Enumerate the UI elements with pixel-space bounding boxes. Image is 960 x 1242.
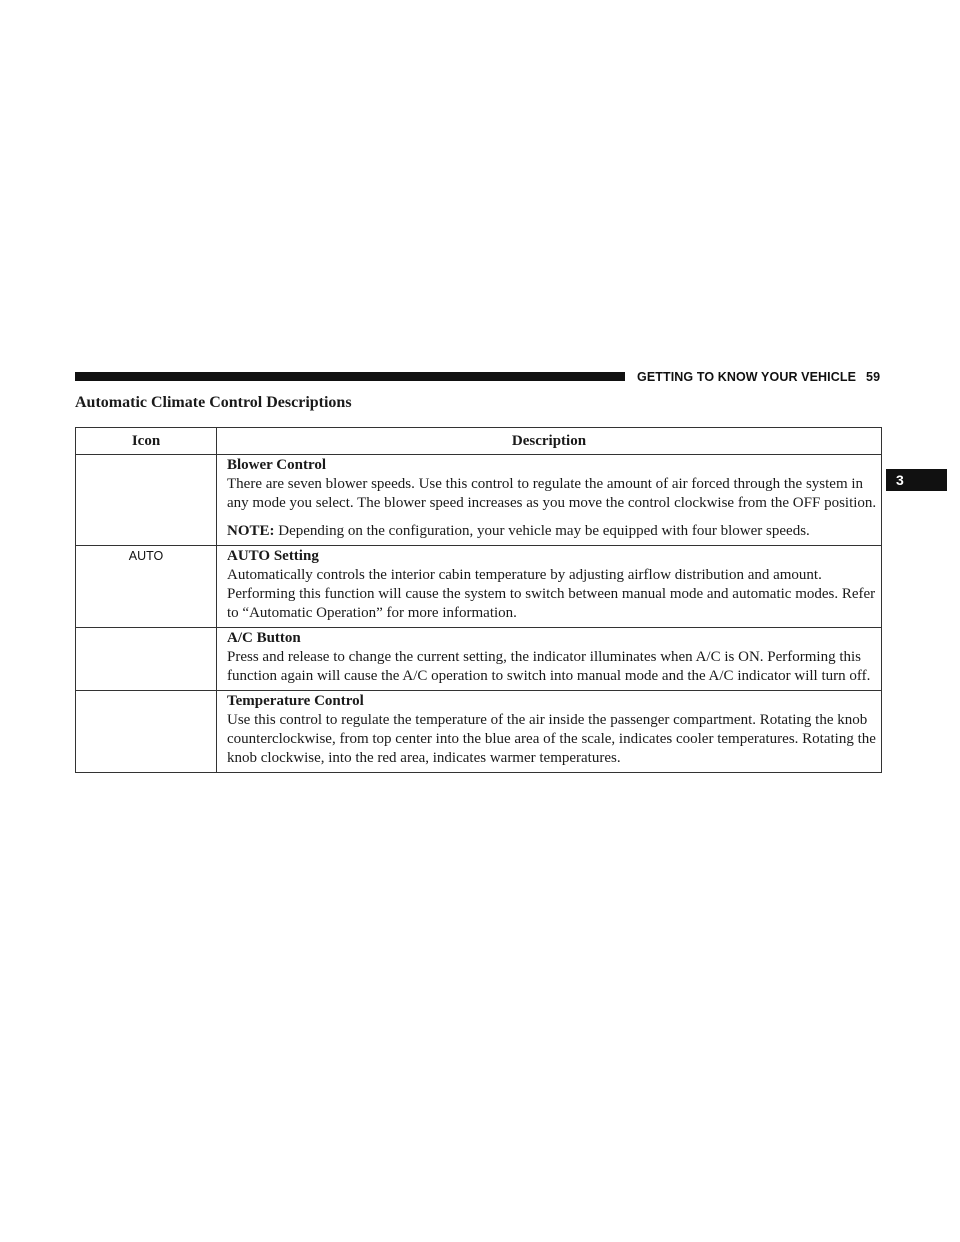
row-body: Automatically controls the interior cabin temperature by adjusting airflow distribution and amount. Performing this function will cause the system to switch between manual mode and automatic modes. Refer to “Automatic Operation” for more information. — [227, 567, 876, 621]
climate-control-table — [75, 427, 882, 773]
row-body: Press and release to change the current setting, the indicator illuminates when A/C is ON. Performing this function again will cause the A/C operation to switch into manual mode and the A/C indicator will turn off. — [227, 649, 871, 684]
column-header-description: Description — [217, 428, 882, 455]
table-row-blower-control — [76, 455, 882, 546]
description-cell — [217, 691, 882, 773]
column-header-icon: Icon — [76, 428, 217, 455]
ac-button-icon — [76, 628, 217, 691]
row-title: Temperature Control — [227, 693, 364, 709]
running-header — [637, 369, 882, 385]
header-rule — [75, 372, 625, 381]
running-title: GETTING TO KNOW YOUR VEHICLE — [637, 370, 857, 384]
chapter-tab[interactable]: 3 — [886, 469, 947, 491]
row-body: There are seven blower speeds. Use this control to regulate the amount of air forced through the system in any mode you select. The blower speed increases as you move the control clockwise from the OFF position. — [227, 476, 877, 511]
note — [227, 522, 877, 541]
table-row-ac-button — [76, 628, 882, 691]
note-text: Depending on the configuration, your vehicle may be equipped with four blower speeds. — [278, 523, 810, 539]
temperature-control-icon — [76, 691, 217, 773]
blower-control-icon — [76, 455, 217, 546]
note-label: NOTE: — [227, 523, 275, 539]
row-title: AUTO Setting — [227, 548, 319, 564]
row-title: A/C Button — [227, 630, 301, 646]
table-header-row — [76, 428, 882, 455]
description-cell — [217, 628, 882, 691]
row-body: Use this control to regulate the temperature of the air inside the passenger compartment. Rotating the knob counterclockwise, from top center into the blue area of the scale, indicates cooler temperatures. Rotating the knob clockwise, into the red area, indicates warmer temperatures. — [227, 712, 876, 766]
section-title: Automatic Climate Control Descriptions — [75, 394, 352, 411]
table-row-temperature-control — [76, 691, 882, 773]
table-row-auto-setting — [76, 546, 882, 628]
row-title: Blower Control — [227, 457, 327, 473]
description-cell — [217, 455, 882, 546]
description-cell — [217, 546, 882, 628]
page-number: 59 — [866, 370, 881, 384]
auto-icon: AUTO — [76, 546, 217, 628]
